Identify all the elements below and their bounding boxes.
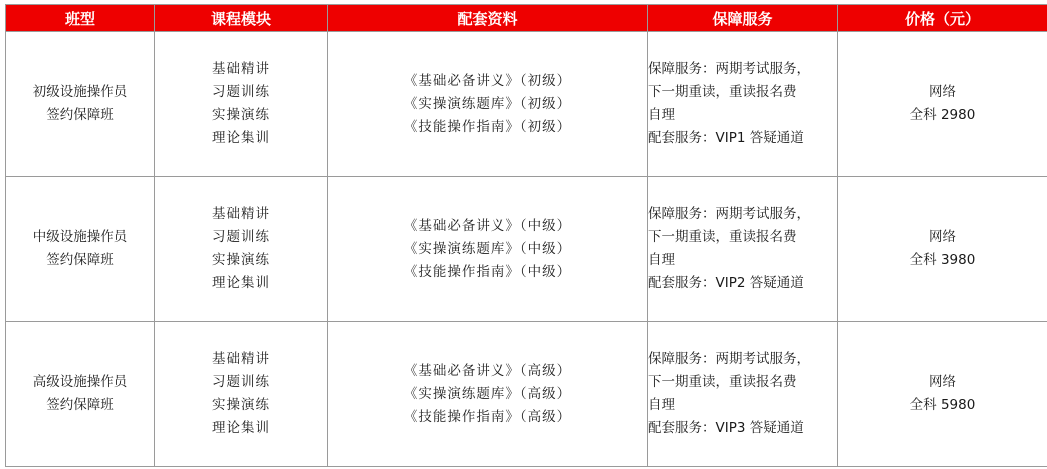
service-line: 下一期重读，重读报名费 <box>648 84 797 100</box>
modules-cell <box>155 32 328 177</box>
module-item: 基础精讲 <box>212 351 270 367</box>
header-row <box>6 5 1047 32</box>
materials-cell <box>328 177 648 322</box>
price-channel: 网络 <box>929 374 956 390</box>
services-cell <box>648 322 838 467</box>
module-item: 理论集训 <box>212 130 270 146</box>
module-item: 基础精讲 <box>212 206 270 222</box>
services-cell <box>648 32 838 177</box>
price-cell <box>838 177 1047 322</box>
class-name: 高级设施操作员 <box>32 374 128 390</box>
price-amount: 全科 5980 <box>909 397 976 413</box>
service-line: 下一期重读，重读报名费 <box>648 229 797 245</box>
table-row <box>6 322 1047 467</box>
service-line: 配套服务：VIP3 答疑通道 <box>648 420 804 436</box>
materials-cell <box>328 322 648 467</box>
material-item: 《基础必备讲义》（初级） <box>403 72 572 89</box>
class-name: 初级设施操作员 <box>32 84 128 100</box>
module-item: 习题训练 <box>212 84 270 100</box>
header-materials: 配套资料 <box>328 5 648 32</box>
material-item: 《基础必备讲义》（中级） <box>403 217 572 234</box>
service-line: 自理 <box>648 107 675 123</box>
service-line: 保障服务：两期考试服务， <box>648 61 810 77</box>
module-item: 习题训练 <box>212 229 270 245</box>
class-type-cell <box>6 322 155 467</box>
price-amount: 全科 3980 <box>909 252 976 268</box>
modules-cell <box>155 322 328 467</box>
service-line: 配套服务：VIP2 答疑通道 <box>648 275 804 291</box>
service-line: 保障服务：两期考试服务， <box>648 351 810 367</box>
class-subtitle: 签约保障班 <box>46 397 114 413</box>
service-line: 配套服务：VIP1 答疑通道 <box>648 130 804 146</box>
class-name: 中级设施操作员 <box>32 229 128 245</box>
table-row <box>6 32 1047 177</box>
materials-cell <box>328 32 648 177</box>
service-line: 下一期重读，重读报名费 <box>648 374 797 390</box>
header-services: 保障服务 <box>648 5 838 32</box>
material-item: 《实操演练题库》（高级） <box>403 385 572 402</box>
table-row <box>6 177 1047 322</box>
services-cell <box>648 177 838 322</box>
class-subtitle: 签约保障班 <box>46 252 114 268</box>
price-channel: 网络 <box>929 229 956 245</box>
header-class-type: 班型 <box>6 5 155 32</box>
class-type-cell <box>6 177 155 322</box>
modules-cell <box>155 177 328 322</box>
service-line: 自理 <box>648 397 675 413</box>
price-amount: 全科 2980 <box>909 107 976 123</box>
class-type-cell <box>6 32 155 177</box>
service-line: 保障服务：两期考试服务， <box>648 206 810 222</box>
module-item: 理论集训 <box>212 420 270 436</box>
module-item: 实操演练 <box>212 252 270 268</box>
material-item: 《实操演练题库》（初级） <box>403 95 572 112</box>
module-item: 实操演练 <box>212 107 270 123</box>
service-line: 自理 <box>648 252 675 268</box>
price-cell <box>838 322 1047 467</box>
module-item: 习题训练 <box>212 374 270 390</box>
material-item: 《技能操作指南》（初级） <box>403 118 572 135</box>
module-item: 基础精讲 <box>212 61 270 77</box>
price-cell <box>838 32 1047 177</box>
price-channel: 网络 <box>929 84 956 100</box>
material-item: 《技能操作指南》（中级） <box>403 263 572 280</box>
module-item: 实操演练 <box>212 397 270 413</box>
module-item: 理论集训 <box>212 275 270 291</box>
header-price: 价格（元） <box>838 5 1047 32</box>
header-course-modules: 课程模块 <box>155 5 328 32</box>
material-item: 《技能操作指南》（高级） <box>403 408 572 425</box>
material-item: 《实操演练题库》（中级） <box>403 240 572 257</box>
class-subtitle: 签约保障班 <box>46 107 114 123</box>
price-table <box>5 4 1047 467</box>
material-item: 《基础必备讲义》（高级） <box>403 362 572 379</box>
